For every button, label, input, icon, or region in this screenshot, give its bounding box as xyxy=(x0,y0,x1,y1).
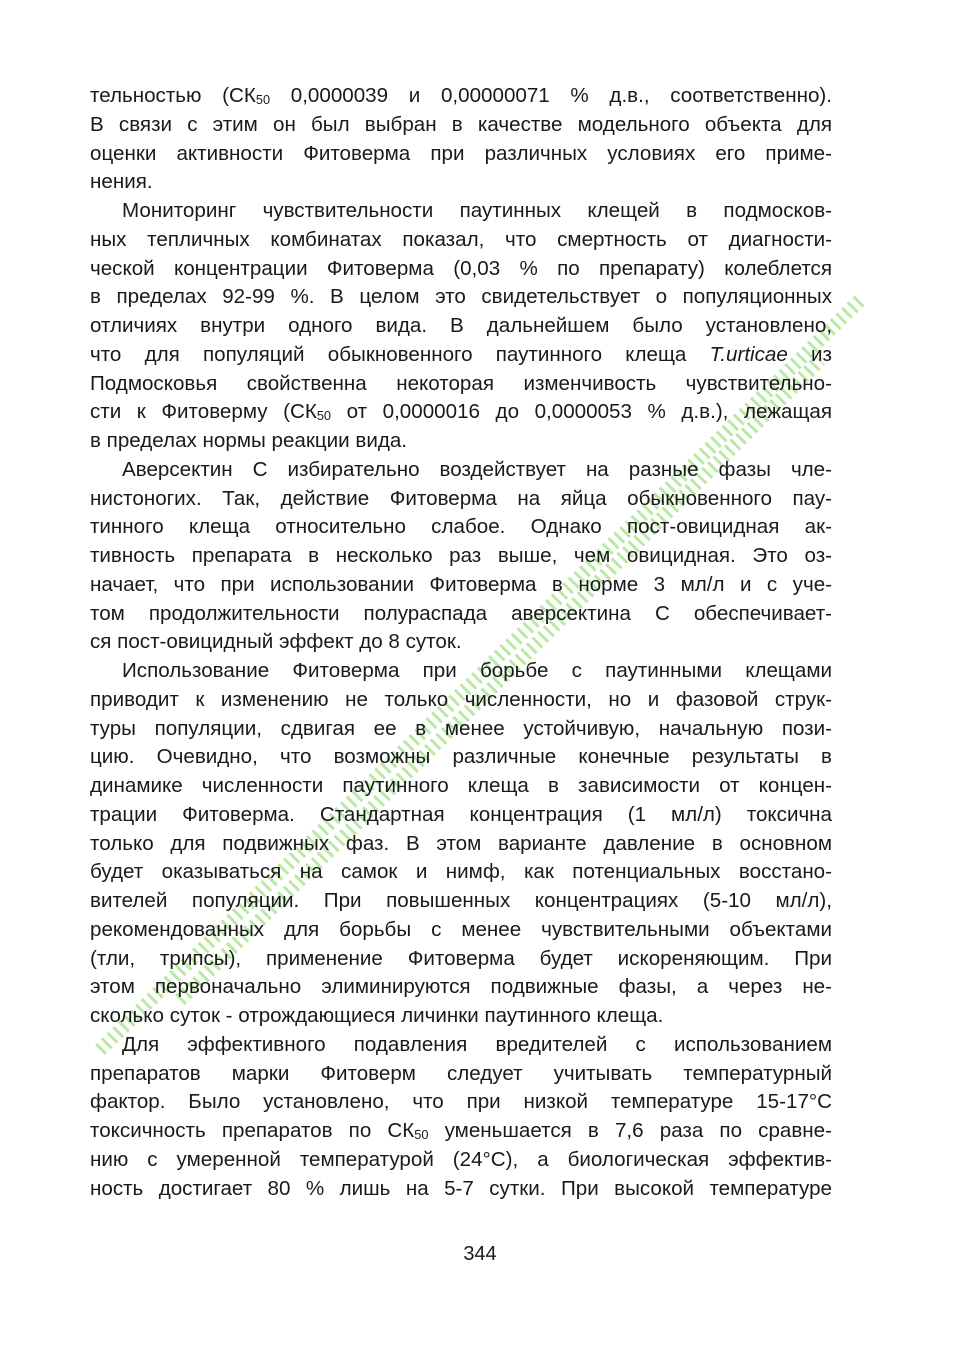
text-segment: только для подвижных фаз. В этом варианте давление в основном xyxy=(90,831,832,855)
text-segment: начает, что при использовании Фитоверма в норме 3 мл/л и с уче- xyxy=(90,572,832,596)
text-line xyxy=(90,1117,832,1146)
text-segment: будет оказываться на самок и нимф, как потенциальных восстано- xyxy=(90,860,832,884)
text-segment: Мониторинг чувствительности паутинных клещей в подмосков- xyxy=(122,199,832,222)
text-segment: фактор. Было установлено, что при низкой температуре 15-17°С xyxy=(90,1090,832,1114)
text-line xyxy=(90,686,832,715)
page-number: 344 xyxy=(463,1243,497,1265)
text-segment: Для эффективного подавления вредителей с использованием xyxy=(122,1032,832,1056)
text-segment: оценки активности Фитоверма при различных условиях его приме- xyxy=(90,141,832,165)
text-line xyxy=(90,370,832,399)
paragraph xyxy=(90,197,832,456)
text-segment: токсичность препаратов по СК xyxy=(90,1119,415,1142)
subscript: 50 xyxy=(414,1126,429,1142)
text-line xyxy=(90,168,832,197)
text-line xyxy=(90,887,832,916)
text-segment: сти к Фитоверму (СК xyxy=(90,400,317,424)
text-line xyxy=(90,255,832,284)
text-segment: отличиях внутри одного вида. В дальнейшем было установлено, xyxy=(90,314,832,337)
text-segment: трации Фитоверма. Стандартная концентрация (1 мл/л) токсична xyxy=(90,802,832,826)
text-line xyxy=(90,830,832,859)
text-segment: Использование Фитоверма при борьбе с паутинными клещами xyxy=(122,659,832,682)
text-line xyxy=(90,513,832,542)
text-segment: нию с умеренной температурой (24°С), а биологическая эффектив- xyxy=(90,1147,832,1171)
text-segment: ческой концентрации Фитоверма (0,03 % по препарату) колеблется xyxy=(90,256,832,280)
text-line xyxy=(90,197,832,226)
text-line xyxy=(90,1175,832,1204)
text-line xyxy=(90,427,832,456)
text-line xyxy=(90,772,832,801)
subscript: 50 xyxy=(316,408,332,424)
text-segment: Подмосковья свойственна некоторая изменчивость чувствительно- xyxy=(90,371,832,395)
text-segment: из xyxy=(787,342,833,366)
text-segment: ся пост-овицидный эффект до 8 суток. xyxy=(90,630,462,654)
text-segment: тинного клеща относительно слабое. Однако пост-овицидная ак- xyxy=(90,515,832,539)
text-segment: что для популяций обыкновенного паутинного клеща xyxy=(90,342,710,366)
text-line xyxy=(90,973,832,1002)
text-segment: (тли, трипсы), применение Фитоверма будет искореняющим. При xyxy=(90,946,832,970)
text-segment: цию. Очевидно, что возможны различные конечные результаты в xyxy=(90,745,832,769)
text-line xyxy=(90,485,832,514)
text-segment: динамике численности паутинного клеща в зависимости от концен- xyxy=(90,774,832,797)
text-line xyxy=(90,1146,832,1175)
text-segment: В связи с этим он был выбран в качестве модельного объекта для xyxy=(90,112,832,136)
text-line xyxy=(90,1060,832,1089)
text-line xyxy=(90,916,832,945)
text-segment: 0,0000039 и 0,00000071 % д.в., соответственно). xyxy=(270,84,832,107)
text-segment: тивность препарата в несколько раз выше, чем овицидная. Это оз- xyxy=(90,544,832,567)
text-segment: рекомендованных для борьбы с менее чувствительными объектами xyxy=(90,917,832,941)
text-segment: тельностью (СК xyxy=(90,84,256,107)
text-segment: от 0,0000016 до 0,0000053 % д.в.), лежащая xyxy=(331,400,832,424)
text-line xyxy=(90,341,832,370)
subscript: 50 xyxy=(255,91,271,107)
text-segment: Аверсектин С избирательно воздействует на разные фазы чле- xyxy=(122,457,832,481)
text-line xyxy=(90,743,832,772)
text-line xyxy=(90,571,832,600)
paragraph xyxy=(90,82,832,197)
text-line xyxy=(90,628,832,657)
text-line xyxy=(90,398,832,427)
text-line xyxy=(90,111,832,140)
text-line xyxy=(90,82,832,111)
text-line xyxy=(90,456,832,485)
text-segment: препаратов марки Фитоверм следует учитывать температурный xyxy=(90,1061,832,1085)
text-segment: в пределах 92-99 %. В целом это свидетельствует о популяционных xyxy=(90,285,832,309)
text-line xyxy=(90,858,832,887)
paragraph xyxy=(90,657,832,1031)
text-line xyxy=(90,542,832,571)
text-line xyxy=(90,1031,832,1060)
text-line xyxy=(90,945,832,974)
text-segment: ность достигает 80 % лишь на 5-7 сутки. При высокой температуре xyxy=(90,1176,832,1200)
text-line xyxy=(90,600,832,629)
text-segment: том продолжительности полураспада аверсектина С обеспечивает- xyxy=(90,601,832,625)
text-line xyxy=(90,657,832,686)
text-segment: вителей популяции. При повышенных концентрациях (5-10 мл/л), xyxy=(90,889,832,912)
text-segment: нистоногих. Так, действие Фитоверма на яйца обыкновенного пау- xyxy=(90,486,832,510)
text-line xyxy=(90,226,832,255)
species-name: T.urticae xyxy=(709,342,788,366)
paragraph xyxy=(90,456,832,657)
text-segment: сколько суток - отрождающиеся личинки паутинного клеща. xyxy=(90,1004,664,1027)
text-segment: ных тепличных комбинатах показал, что смертность от диагности- xyxy=(90,227,832,251)
paragraph xyxy=(90,1031,832,1204)
text-segment: в пределах нормы реакции вида. xyxy=(90,429,408,452)
text-segment: нения. xyxy=(90,170,153,194)
body-text xyxy=(90,82,832,1203)
text-line xyxy=(90,801,832,830)
text-line xyxy=(90,1088,832,1117)
text-segment: уменьшается в 7,6 раза по сравне- xyxy=(428,1119,832,1142)
text-line xyxy=(90,283,832,312)
text-segment: приводит к изменению не только численности, но и фазовой струк- xyxy=(90,687,832,711)
text-line xyxy=(90,140,832,169)
text-segment: туры популяции, сдвигая ее в менее устойчивую, начальную пози- xyxy=(90,716,832,740)
text-segment: этом первоначально элиминируются подвижные фазы, а через не- xyxy=(90,975,832,999)
text-line xyxy=(90,312,832,341)
text-line xyxy=(90,1002,832,1031)
text-line xyxy=(90,715,832,744)
